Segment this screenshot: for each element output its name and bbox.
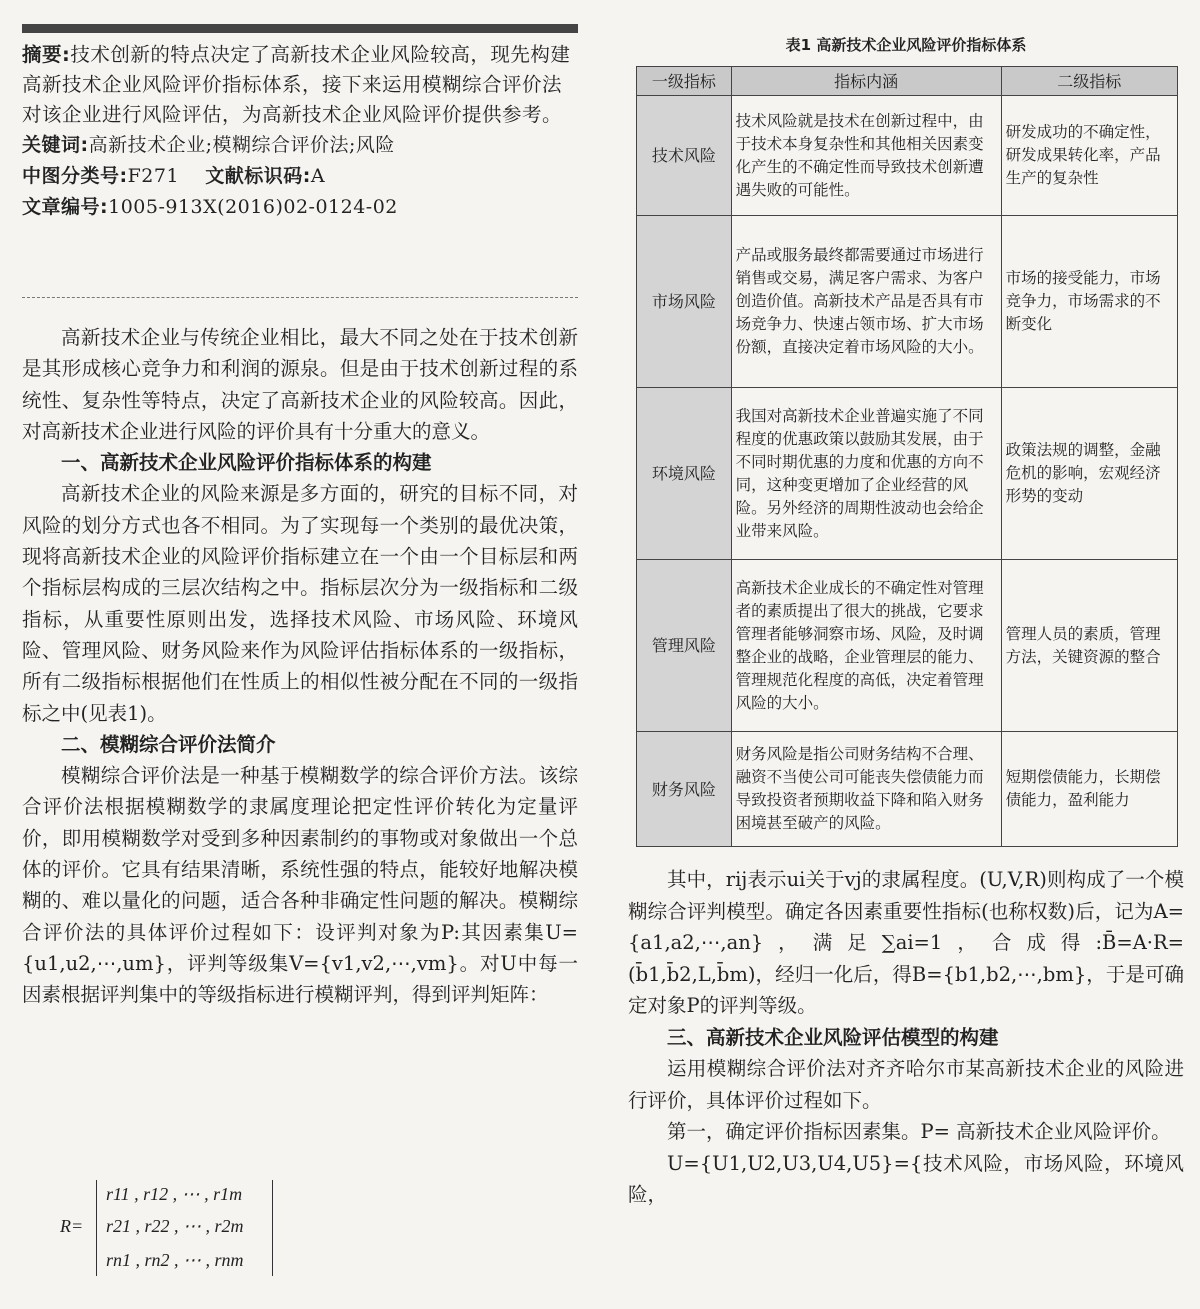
header-desc: 指标内涵 [731, 67, 1001, 96]
paragraph-section-2: 模糊综合评价法是一种基于模糊数学的综合评价方法。该综合评价法根据模糊数学的隶属度理论把定性评价转化为定量评价，即用模糊数学对受到多种因素制约的事物或对象做出一个总体的评价。它具有结果清晰，系统性强的特点，能较好地解决模糊的、难以量化的问题，适合各种非确定性问题的解决。模糊综合评价法的具体评价过程如下：设评判对象为P:其因素集U={u1,u2,⋯,um}，评判等级集V={v1,v2,⋯,vm}。对U中每一因素根据评判集中的等级指标进行模糊评判，得到评判矩阵： [22, 764, 578, 1007]
cell-desc: 财务风险是指公司财务结构不合理、融资不当使公司可能丧失偿债能力而导致投资者预期收益下降和陷入财务困境甚至破产的风险。 [731, 732, 1001, 847]
paragraph-factor-set: U={U1,U2,U3,U4,U5}={技术风险，市场风险，环境风险， [628, 1151, 1184, 1206]
table-row [637, 216, 1178, 388]
doc-code-value: A [310, 165, 326, 187]
cell-desc: 技术风险就是技术在创新过程中，由于技术本身复杂性和其他相关因素变化产生的不确定性而导致技术创新遭遇失败的可能性。 [731, 96, 1001, 216]
keywords-text: 高新技术企业;模糊综合评价法;风险 [88, 134, 395, 156]
cell-level2: 短期偿债能力，长期偿债能力，盈利能力 [1001, 732, 1177, 847]
abstract [22, 40, 578, 130]
header-level2: 二级指标 [1001, 67, 1177, 96]
header-rule [22, 24, 578, 33]
right-column-body [628, 864, 1184, 1211]
paragraph-step-1: 第一，确定评价指标因素集。P= 高新技术企业风险评价。 [667, 1120, 1171, 1143]
section-heading-2: 二、模糊综合评价法简介 [61, 732, 276, 756]
cell-level1: 财务风险 [637, 732, 732, 847]
cell-level1: 环境风险 [637, 388, 732, 560]
paragraph-section-1: 高新技术企业的风险来源是多方面的，研究的目标不同，对风险的划分方式也各不相同。为了实现每一个类别的最优决策，现将高新技术企业的风险评价指标建立在一个由一个目标层和两个指标层构成的三层次结构之中。指标层次分为一级指标和二级指标，从重要性原则出发，选择技术风险、市场风险、环境风险、管理风险、财务风险来作为风险评估指标体系的一级指标，所有二级指标根据他们在性质上的相似性被分配在不同的一级指标之中(见表1)。 [22, 482, 578, 725]
table-header-row [637, 67, 1178, 96]
index-table [636, 66, 1178, 847]
article-number [22, 192, 578, 223]
matrix-symbol: R= [60, 1216, 84, 1236]
abstract-label: 摘要: [22, 43, 71, 66]
cell-level2: 研发成功的不确定性，研发成果转化率，产品生产的复杂性 [1001, 96, 1177, 216]
paragraph-model: 其中，rij表示ui关于vj的隶属程度。(U,V,R)则构成了一个模糊综合评判模型。确定各因素重要性指标(也称权数)后，记为A={a1,a2,⋯,an}，满足∑ai=1，合成得:B̄=A·R=(b̄1,b̄2,L,b̄m)，经归一化后，得B={b1,b2,⋯,bm}，于是可确定对象P的评判等级。 [628, 868, 1184, 1017]
matrix-row-1: r11 , r12 , ⋯ , r1m [106, 1184, 243, 1204]
abstract-divider [22, 297, 578, 298]
abstract-box [22, 40, 578, 223]
matrix-row-3: rn1 , rn2 , ⋯ , rnm [106, 1250, 244, 1270]
section-heading-3: 三、高新技术企业风险评估模型的构建 [667, 1025, 999, 1049]
keywords-label: 关键词: [22, 134, 89, 156]
cell-desc: 我国对高新技术企业普遍实施了不同程度的优惠政策以鼓励其发展，由于不同时期优惠的力度和优惠的方向不同，这种变更增加了企业经营的风险。另外经济的周期性波动也会给企业带来风险。 [731, 388, 1001, 560]
table-row [637, 732, 1178, 847]
clc-label: 中图分类号: [22, 165, 128, 187]
abstract-text: 技术创新的特点决定了高新技术企业风险较高，现先构建高新技术企业风险评价指标体系，接下来运用模糊综合评价法对该企业进行风险评估，为高新技术企业风险评价提供参考。 [22, 43, 571, 126]
cell-level2: 管理人员的素质，管理方法，关键资源的整合 [1001, 560, 1177, 732]
matrix-row-2: r21 , r22 , ⋯ , r2m [106, 1216, 244, 1236]
header-level1: 一级指标 [637, 67, 732, 96]
table-row [637, 388, 1178, 560]
section-heading-1: 一、高新技术企业风险评价指标体系的构建 [61, 451, 432, 475]
cell-level1: 管理风险 [637, 560, 732, 732]
cell-desc: 高新技术企业成长的不确定性对管理者的素质提出了很大的挑战，它要求管理者能够洞察市场、风险，及时调整企业的战略，企业管理层的能力、管理规范化程度的高低，决定着管理风险的大小。 [731, 560, 1001, 732]
cell-level2: 政策法规的调整，金融危机的影响，宏观经济形势的变动 [1001, 388, 1177, 560]
left-column-body [22, 322, 578, 1011]
table-row [637, 96, 1178, 216]
cell-desc: 产品或服务最终都需要通过市场进行销售或交易，满足客户需求、为客户创造价值。高新技术产品是否具有市场竞争力、快速占领市场、扩大市场份额，直接决定着市场风险的大小。 [731, 216, 1001, 388]
doc-code-label: 文献标识码: [205, 165, 311, 187]
evaluation-matrix [60, 1180, 300, 1280]
article-no-label: 文章编号: [22, 196, 109, 218]
cell-level1: 技术风险 [637, 96, 732, 216]
paragraph-section-3: 运用模糊综合评价法对齐齐哈尔市某高新技术企业的风险进行评价，具体评价过程如下。 [628, 1057, 1184, 1112]
paragraph-intro: 高新技术企业与传统企业相比，最大不同之处在于技术创新是其形成核心竞争力和利润的源泉。但是由于技术创新过程的系统性、复杂性等特点，决定了高新技术企业的风险较高。因此，对高新技术企业进行风险的评价具有十分重大的意义。 [22, 326, 578, 443]
article-no-value: 1005-913X(2016)02-0124-02 [108, 196, 398, 218]
clc-value: F271 [127, 165, 180, 187]
keywords [22, 130, 578, 161]
cell-level2: 市场的接受能力，市场竞争力，市场需求的不断变化 [1001, 216, 1177, 388]
table-caption: 表1 高新技术企业风险评价指标体系 [785, 36, 1027, 54]
cell-level1: 市场风险 [637, 216, 732, 388]
classification [22, 161, 578, 192]
table-row [637, 560, 1178, 732]
